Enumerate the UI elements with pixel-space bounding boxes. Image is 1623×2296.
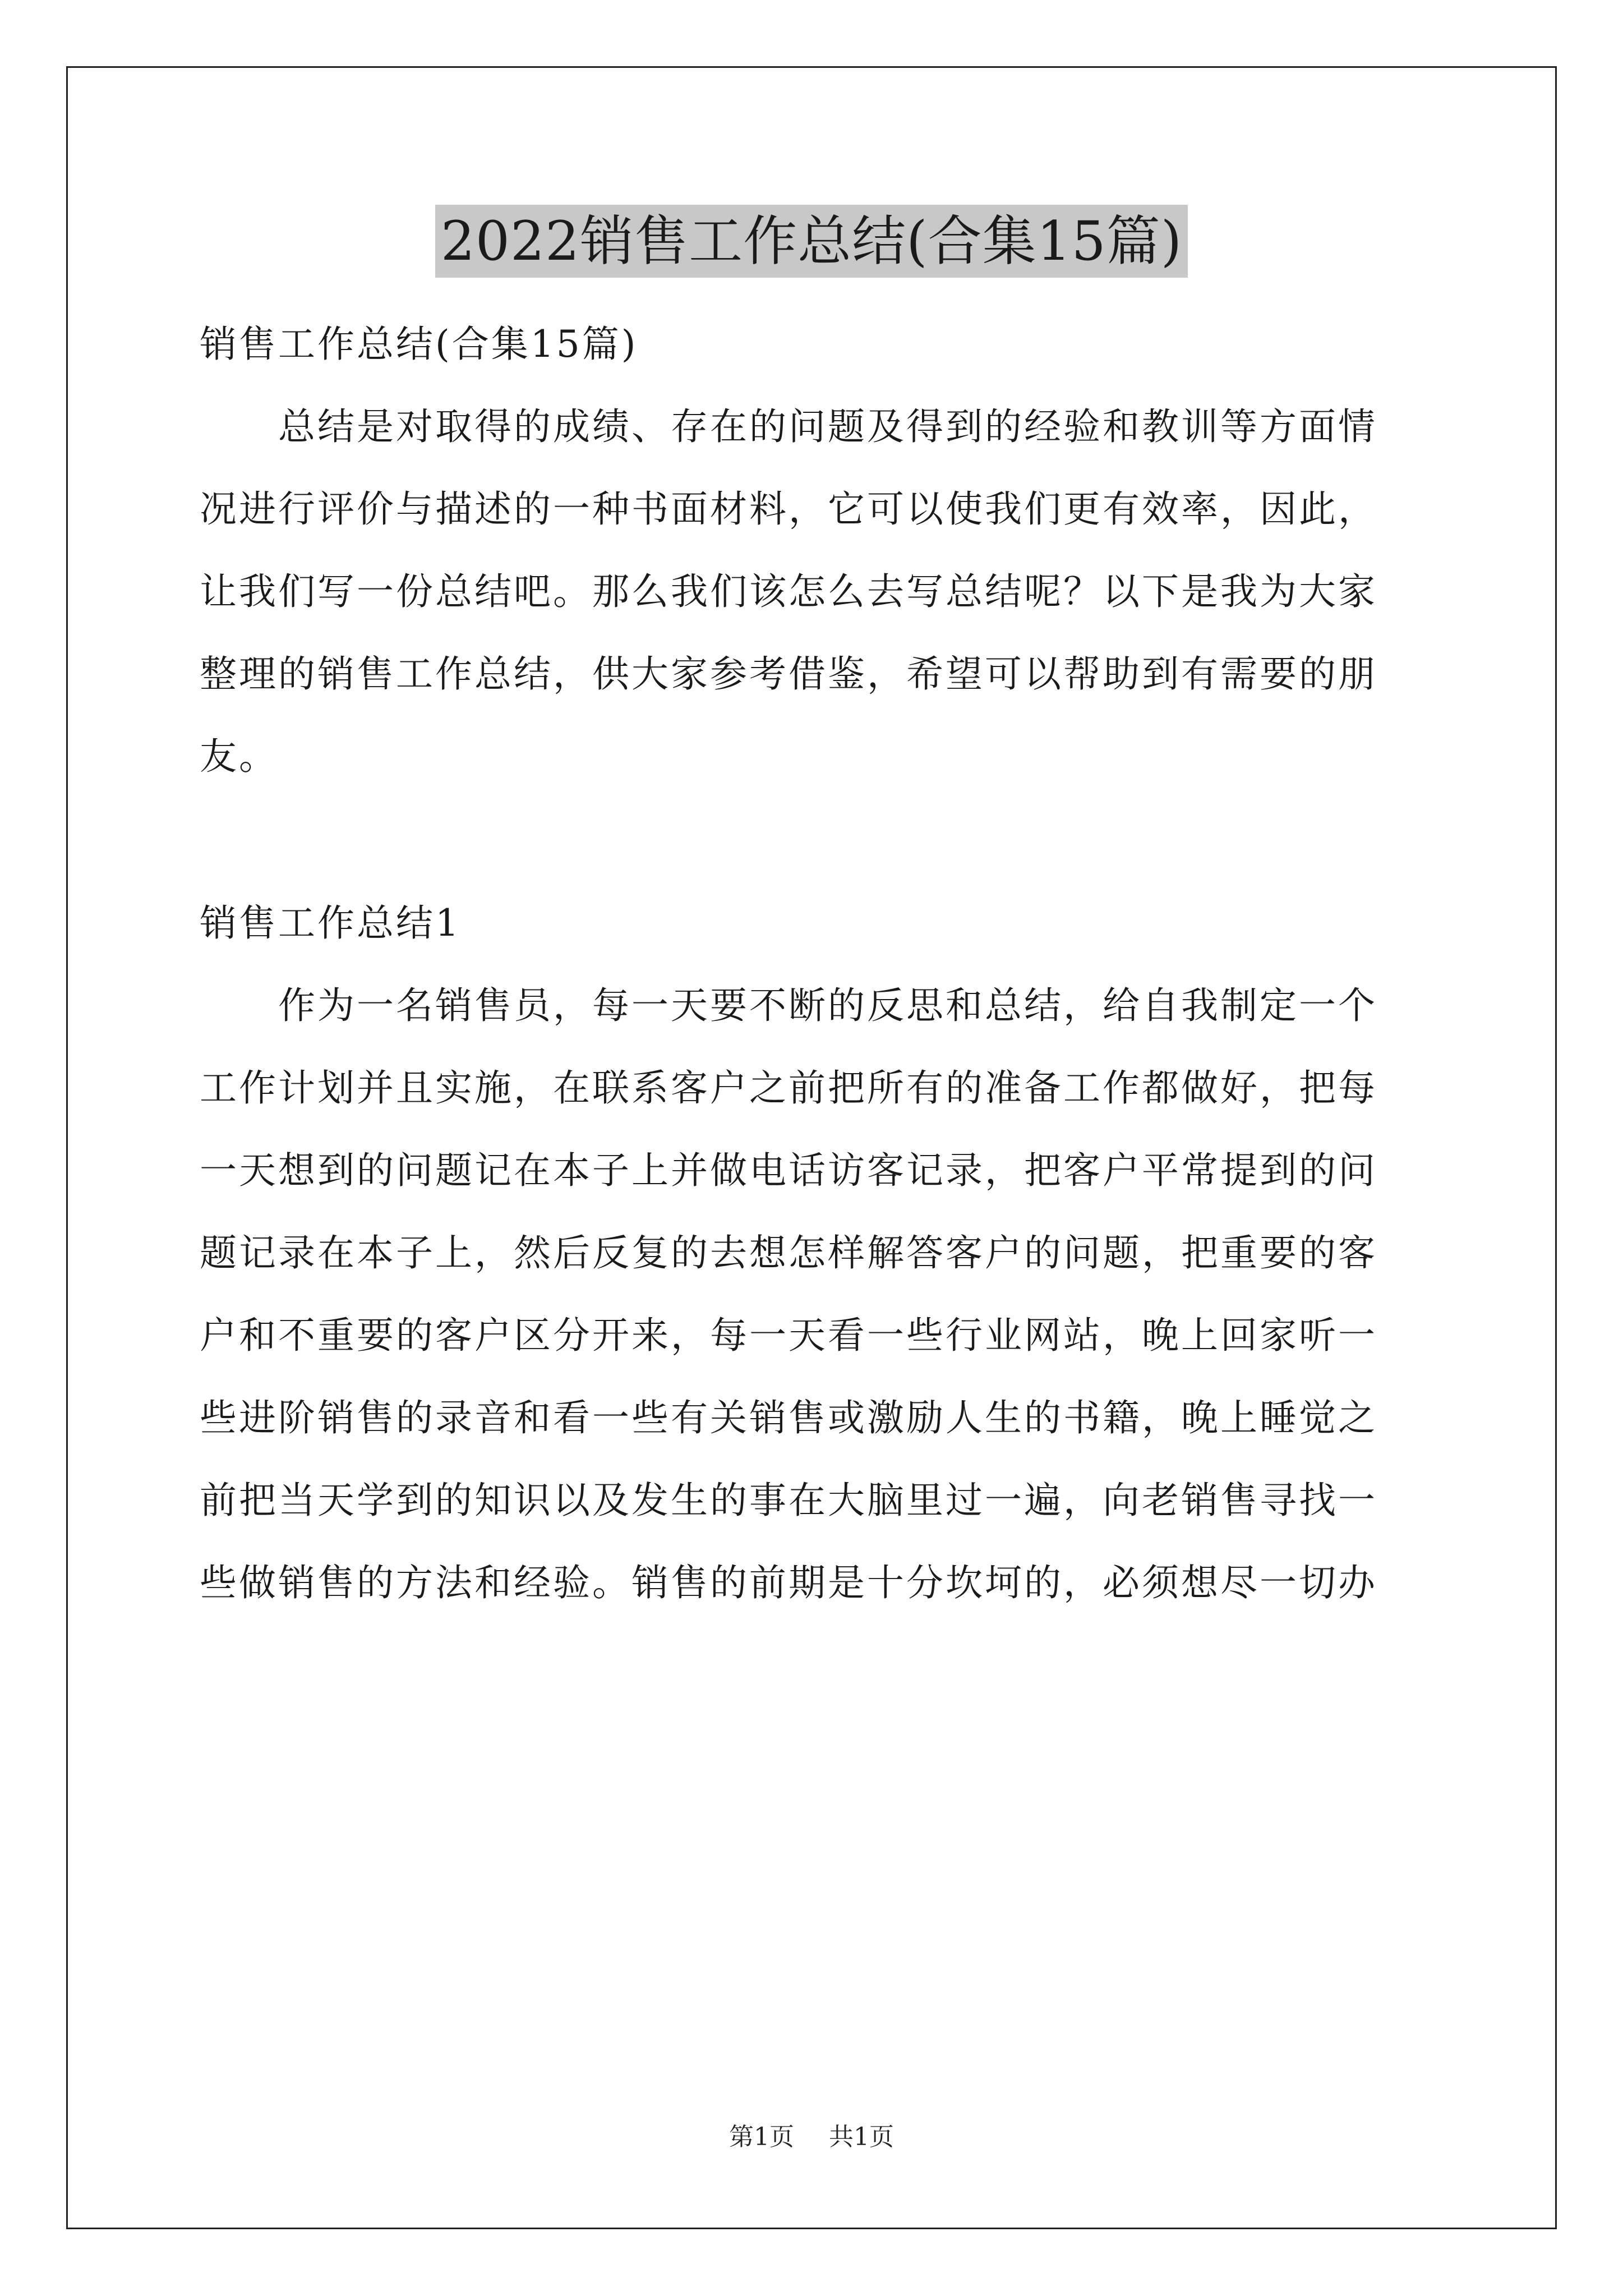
section-line: 作为一名销售员，每一天要不断的反思和总结，给自我制定一个: [200, 984, 1377, 1027]
page-number-current: 第1页: [729, 2123, 794, 2151]
document-title: 2022销售工作总结(合集15篇): [435, 205, 1188, 278]
section-line: 户和不重要的客户区分开来，每一天看一些行业网站，晚上回家听一: [200, 1314, 1377, 1357]
page-footer: [0, 2120, 1623, 2154]
section-line: 工作计划并且实施，在联系客户之前把所有的准备工作都做好，把每: [200, 1066, 1377, 1110]
document-body: [200, 303, 1428, 1624]
section-line: 题记录在本子上，然后反复的去想怎样解答客户的问题，把重要的客: [200, 1231, 1377, 1274]
intro-line: 整理的销售工作总结，供大家参考借鉴，希望可以帮助到有需要的朋: [200, 652, 1377, 696]
section-line: 些进阶销售的录音和看一些有关销售或激励人生的书籍，晚上睡觉之: [200, 1396, 1377, 1439]
intro-line: 友。: [200, 735, 278, 778]
page-number-total: 共1页: [829, 2123, 894, 2151]
section-heading: 销售工作总结1: [200, 901, 461, 945]
section-line: 些做销售的方法和经验。销售的前期是十分坎坷的，必须想尽一切办: [200, 1561, 1377, 1604]
section-line: 前把当天学到的知识以及发生的事在大脑里过一遍，向老销售寻找一: [200, 1479, 1377, 1522]
intro-line: 况进行评价与描述的一种书面材料，它可以使我们更有效率，因此，: [200, 487, 1377, 531]
document-subtitle: 销售工作总结(合集15篇): [200, 323, 638, 366]
section-line: 一天想到的问题记在本子上并做电话访客记录，把客户平常提到的问: [200, 1149, 1377, 1192]
section-spacer: [200, 798, 1428, 882]
intro-line: 总结是对取得的成绩、存在的问题及得到的经验和教训等方面情: [200, 405, 1377, 448]
title-container: [0, 205, 1623, 278]
intro-line: 让我们写一份总结吧。那么我们该怎么去写总结呢？以下是我为大家: [200, 570, 1377, 613]
